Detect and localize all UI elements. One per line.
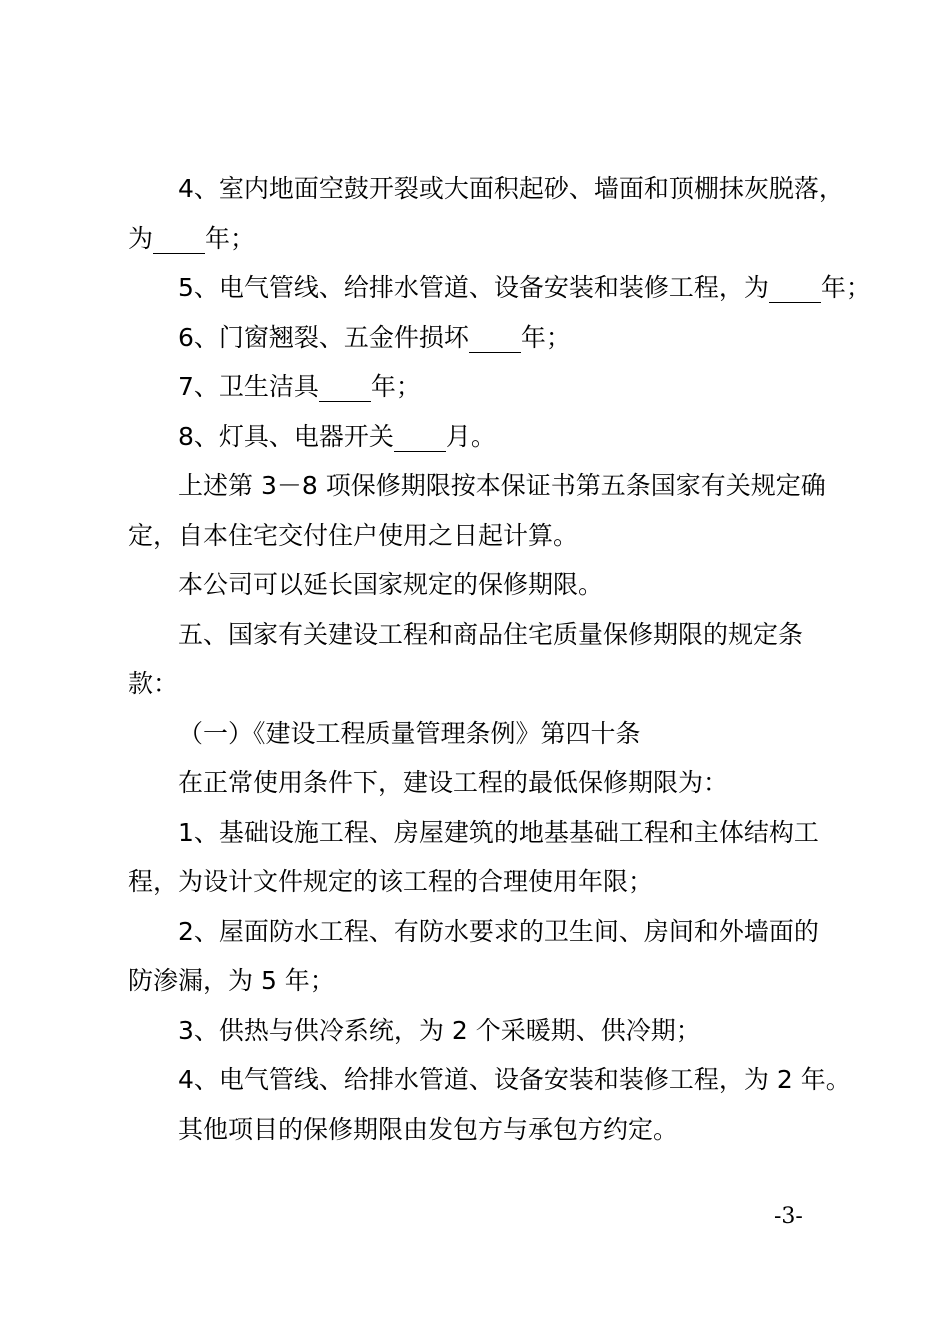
fill-in-blank[interactable] bbox=[394, 421, 446, 452]
fill-in-blank[interactable] bbox=[769, 272, 821, 303]
paragraph-item-5-electrical bbox=[128, 263, 871, 313]
paragraph-period-note-continued bbox=[128, 511, 840, 561]
text: 5、电气管线、给排水管道、设备安装和装修工程，为 bbox=[178, 273, 769, 302]
text: 月。 bbox=[445, 421, 496, 451]
fill-in-blank[interactable] bbox=[153, 223, 205, 254]
paragraph-rule-3 bbox=[128, 1006, 840, 1056]
paragraph-rule-1-continued bbox=[128, 857, 840, 907]
text: 4、室内地面空鼓开裂或大面积起砂、墙面和顶棚抹灰脱落， bbox=[178, 174, 844, 203]
paragraph-rule-4 bbox=[128, 1055, 851, 1105]
text: 8、灯具、电器开关 bbox=[178, 421, 394, 451]
paragraph-item-4-continued bbox=[128, 214, 840, 264]
text: 1、基础设施工程、房屋建筑的地基基础工程和主体结构工 bbox=[178, 817, 819, 847]
text: 上述第 3－8 项保修期限按本保证书第五条国家有关规定确 bbox=[178, 471, 826, 500]
text: 五、国家有关建设工程和商品住宅质量保修期限的规定条 bbox=[178, 619, 804, 649]
text: 程，为设计文件规定的该工程的合理使用年限； bbox=[128, 867, 654, 896]
text: 年； bbox=[820, 273, 871, 302]
text: 款： bbox=[128, 669, 179, 698]
paragraph-extend-period bbox=[128, 560, 840, 610]
section-heading-five-continued bbox=[128, 659, 840, 709]
fill-in-blank[interactable] bbox=[469, 322, 521, 353]
paragraph-rule-2-continued bbox=[128, 956, 840, 1006]
paragraph-rule-1 bbox=[128, 808, 840, 858]
text: 本公司可以延长国家规定的保修期限。 bbox=[178, 570, 604, 599]
paragraph-other-items bbox=[128, 1105, 840, 1155]
page-number: -3- bbox=[774, 1204, 803, 1229]
paragraph-item-7-sanitary bbox=[128, 362, 840, 412]
text: 在正常使用条件下，建设工程的最低保修期限为： bbox=[178, 768, 729, 797]
document-body bbox=[128, 164, 871, 1154]
paragraph-item-8-lighting bbox=[128, 412, 840, 462]
fill-in-blank[interactable] bbox=[319, 371, 371, 402]
text: （一）《建设工程质量管理条例》第四十条 bbox=[178, 718, 641, 748]
text: 年； bbox=[520, 322, 571, 352]
text: 为 bbox=[128, 223, 154, 253]
text: 定，自本住宅交付住户使用之日起计算。 bbox=[128, 520, 579, 550]
subsection-heading-one bbox=[128, 709, 840, 759]
paragraph-item-4-wall-plaster bbox=[128, 164, 844, 214]
text: 4、电气管线、给排水管道、设备安装和装修工程，为 2 年。 bbox=[178, 1065, 851, 1094]
text: 年； bbox=[205, 223, 256, 253]
paragraph-minimum-period bbox=[128, 758, 840, 808]
text: 防渗漏，为 5 年； bbox=[128, 966, 335, 995]
text: 7、卫生洁具 bbox=[178, 372, 319, 401]
section-heading-five bbox=[128, 610, 840, 660]
text: 2、屋面防水工程、有防水要求的卫生间、房间和外墙面的 bbox=[178, 916, 819, 946]
text: 其他项目的保修期限由发包方与承包方约定。 bbox=[178, 1114, 679, 1144]
text: 3、供热与供冷系统，为 2 个采暖期、供冷期； bbox=[178, 1015, 701, 1045]
paragraph-rule-2 bbox=[128, 907, 840, 957]
text: 年； bbox=[370, 372, 421, 401]
paragraph-period-note bbox=[128, 461, 840, 511]
text: 6、门窗翘裂、五金件损坏 bbox=[178, 322, 469, 352]
paragraph-item-6-doors-windows bbox=[128, 313, 840, 363]
